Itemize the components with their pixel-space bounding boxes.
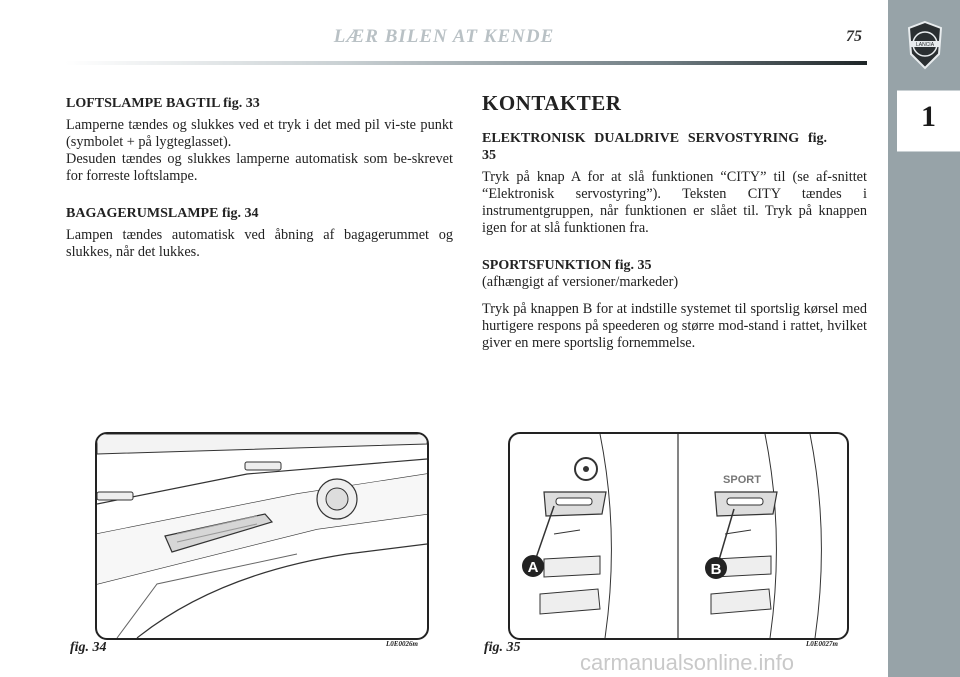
figure-34-image (95, 432, 429, 640)
section-title: KONTAKTER (482, 91, 622, 115)
figure-code: L0E0027m (806, 640, 838, 648)
left-column (66, 95, 453, 271)
figure-code: L0E0026m (386, 640, 418, 648)
right-column (482, 91, 867, 362)
heading-bagagerumslampe: BAGAGERUMSLAMPE fig. 34 (66, 206, 259, 221)
dashboard-buttons-illustration (510, 434, 847, 638)
paragraph: Lamperne tændes og slukkes ved et tryk i det med pil vi-ste punkt (symbolet + på lygteglasset). (66, 117, 453, 150)
header-rule (65, 61, 867, 65)
page-header-title: LÆR BILEN AT KENDE (333, 26, 555, 47)
heading-servostyring: ELEKTRONISK DUALDRIVE SERVOSTYRING fig. 35 (482, 131, 827, 163)
figure-35-image (508, 432, 849, 640)
figure-caption: fig. 34 (70, 640, 107, 655)
chapter-number: 1 (921, 100, 936, 133)
logo-text: LANCIA (915, 42, 935, 48)
sport-label: SPORT (723, 474, 761, 486)
page-number: 75 (846, 28, 862, 45)
label-b: B (710, 561, 722, 578)
paragraph-sub: (afhængigt af versioner/markeder) (482, 274, 679, 290)
paragraph: Desuden tændes og slukkes lamperne automatisk som be-skrevet for forreste loftslampe. (66, 151, 453, 184)
paragraph: Lampen tændes automatisk ved åbning af bagagerummet og slukkes, når det lukkes. (66, 227, 453, 260)
paragraph: Tryk på knappen B for at indstille systemet til sportslig kørsel med hurtigere respons på speederen og større mod-stand i rattet, hvilket giver en mere sportslig fornemmelse. (482, 301, 867, 351)
heading-loftslampe: LOFTSLAMPE BAGTIL fig. 33 (66, 96, 260, 111)
label-a: A (527, 559, 539, 576)
watermark: carmanualsonline.info (580, 650, 795, 675)
paragraph: Tryk på knap A for at slå funktionen “CITY” til (se af-snittet “Elektronisk servostyring”). Teksten CITY tændes i instrumentgruppen, når funktionen er slået til. Tryk på knappen igen for at slå funktionen fra. (482, 169, 867, 236)
trunk-lamp-illustration (97, 434, 427, 638)
lancia-logo-icon (905, 20, 945, 70)
figure-caption: fig. 35 (484, 640, 521, 655)
heading-sportsfunktion: SPORTSFUNKTION fig. 35 (482, 258, 652, 273)
